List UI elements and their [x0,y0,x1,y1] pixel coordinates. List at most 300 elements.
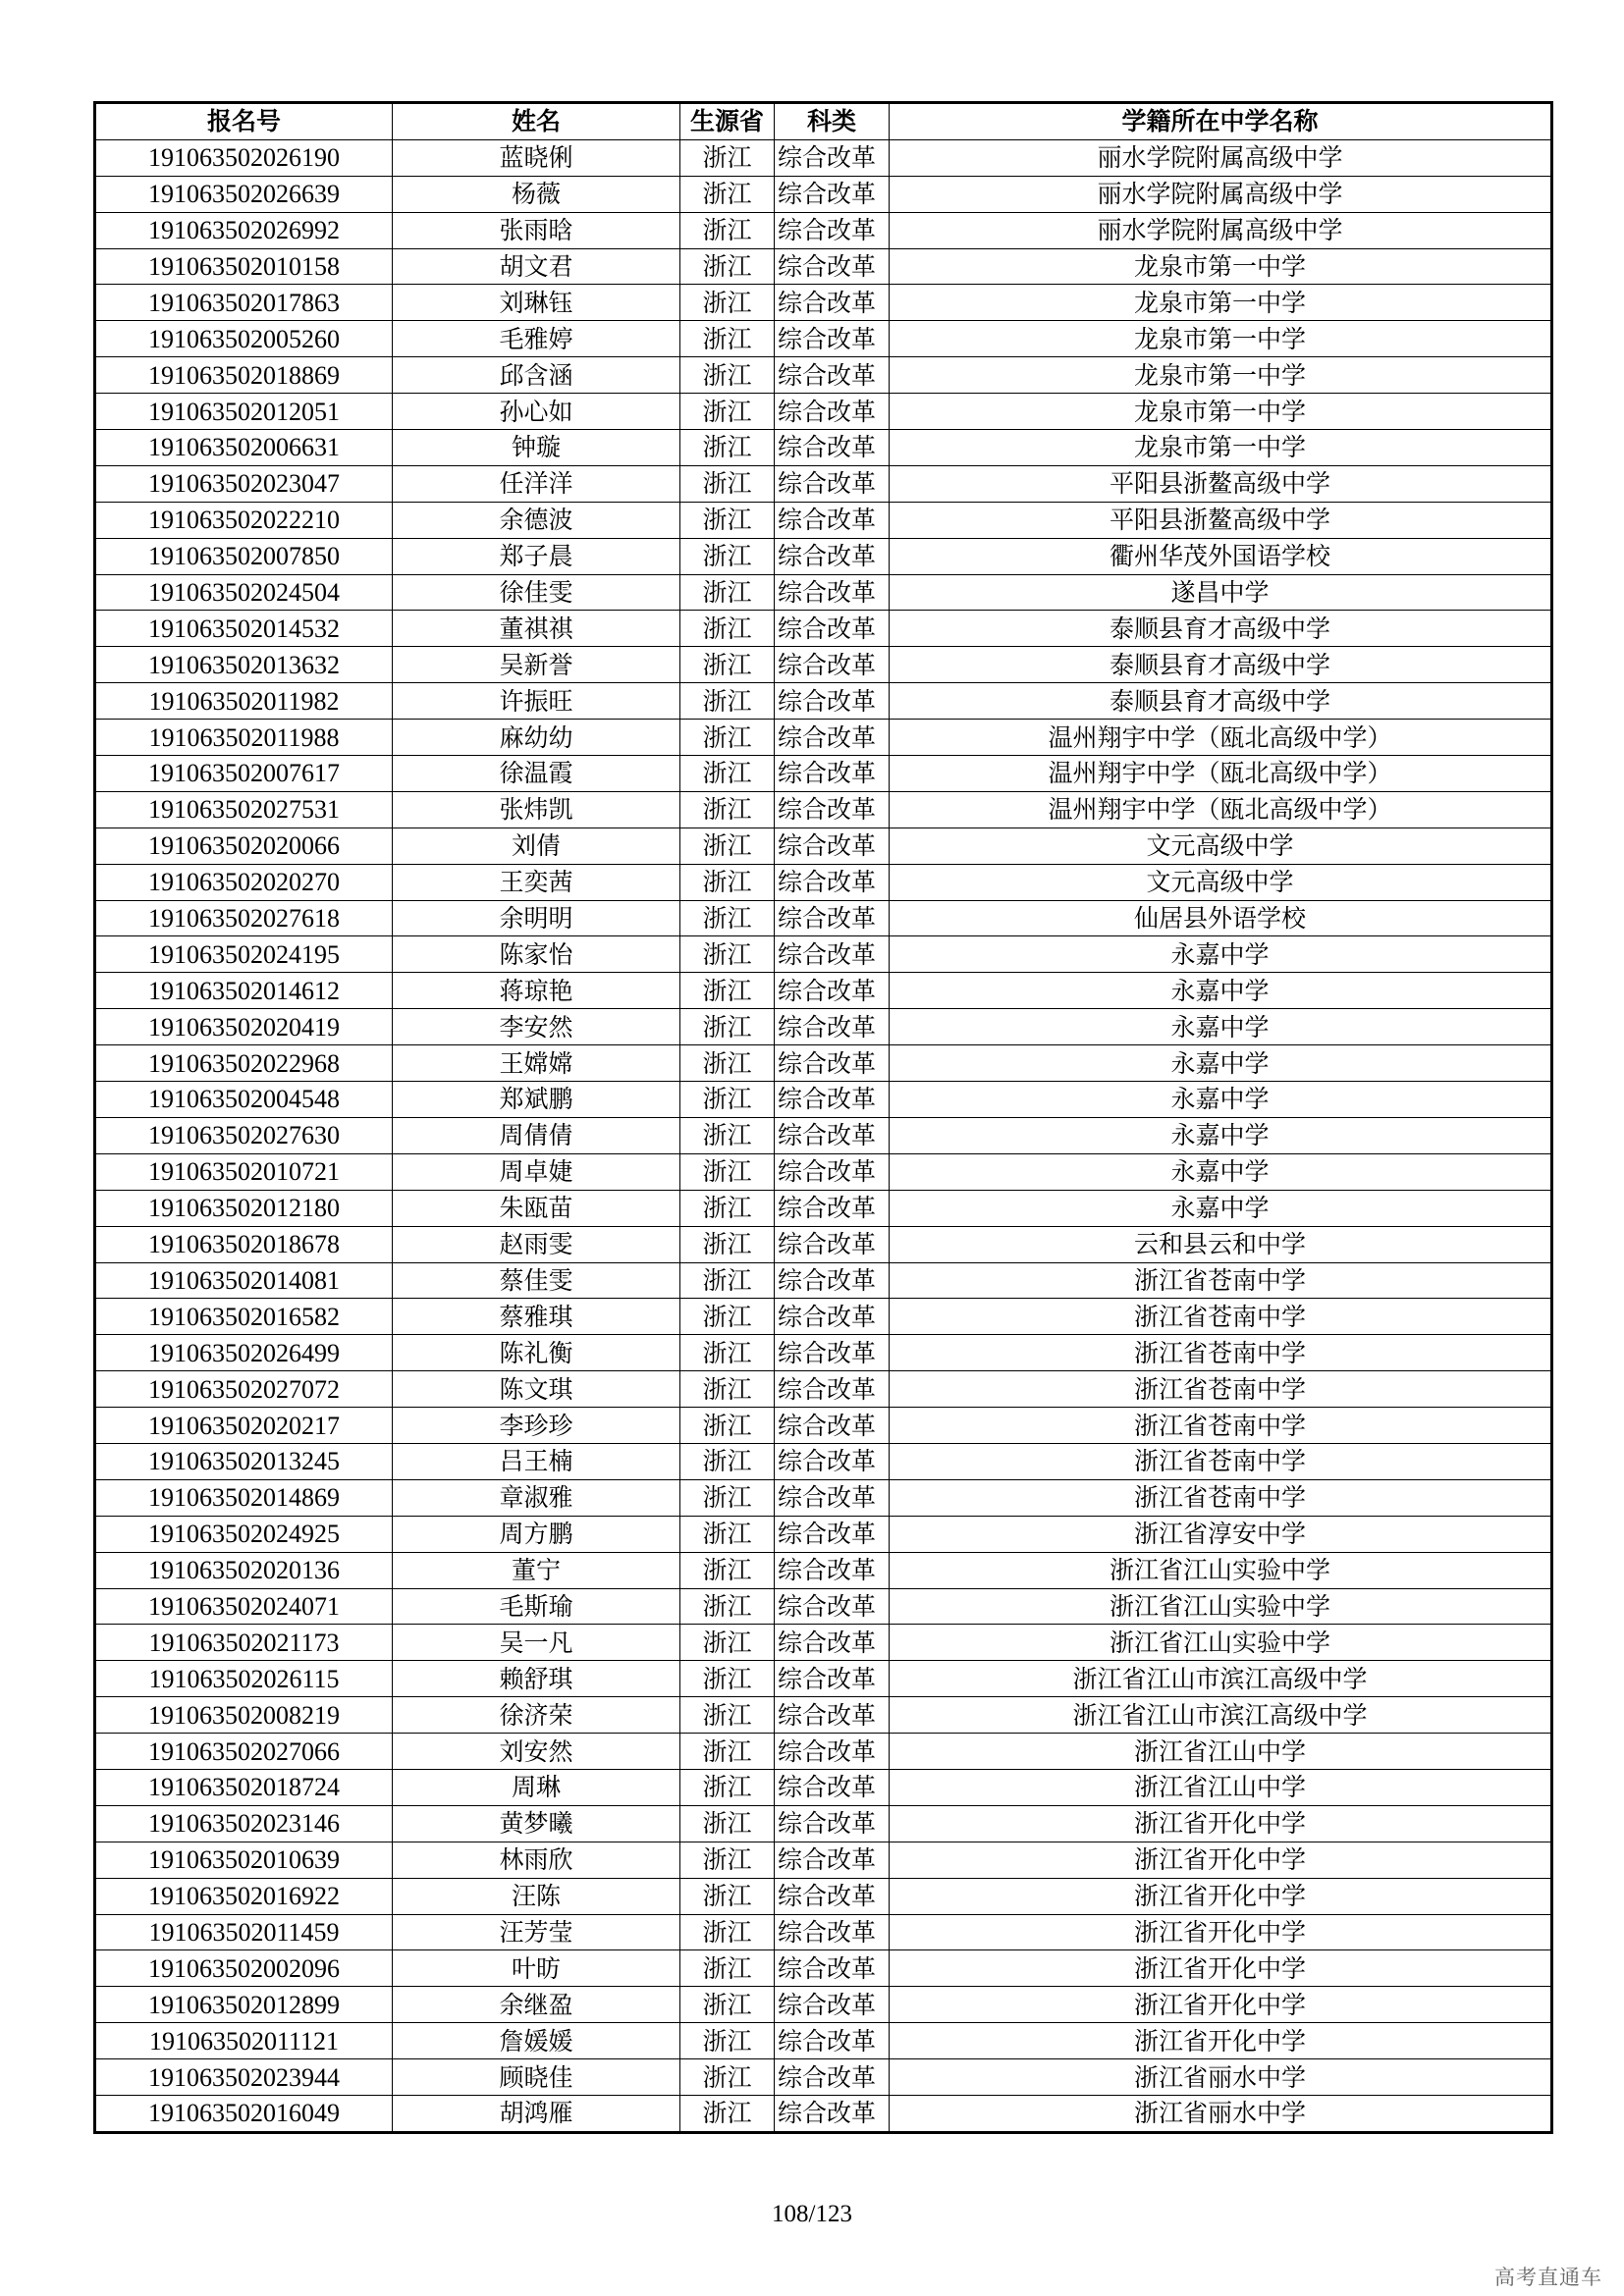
school-cell: 浙江省江山中学 [890,1734,1552,1770]
name-cell: 钟璇 [393,430,680,466]
table-row [95,1552,1552,1588]
table-row [95,1805,1552,1842]
name-cell: 董宁 [393,1552,680,1588]
name-cell: 张炜凯 [393,791,680,828]
table-row [95,2059,1552,2096]
subject-cell: 综合改革 [775,2095,890,2132]
school-cell: 温州翔宇中学（瓯北高级中学） [890,791,1552,828]
name-cell: 蔡雅琪 [393,1299,680,1335]
name-cell: 刘琳钰 [393,285,680,321]
subject-cell: 综合改革 [775,1950,890,1987]
registration-number-cell: 191063502010639 [95,1842,393,1878]
table-row [95,1443,1552,1479]
table-row [95,1009,1552,1045]
name-cell: 蔡佳雯 [393,1262,680,1299]
subject-cell: 综合改革 [775,1987,890,2023]
province-cell: 浙江 [680,1371,775,1408]
table-row [95,2095,1552,2132]
registration-number-cell: 191063502022210 [95,502,393,538]
province-cell: 浙江 [680,176,775,212]
subject-cell: 综合改革 [775,791,890,828]
subject-cell: 综合改革 [775,1625,890,1661]
province-cell: 浙江 [680,2023,775,2059]
name-cell: 任洋洋 [393,465,680,502]
school-cell: 浙江省淳安中学 [890,1516,1552,1552]
province-cell: 浙江 [680,1117,775,1153]
subject-cell: 综合改革 [775,1914,890,1950]
school-cell: 浙江省开化中学 [890,1805,1552,1842]
table-row [95,502,1552,538]
table-row [95,139,1552,176]
name-cell: 王奕茜 [393,864,680,900]
table-row [95,720,1552,756]
name-cell: 汪陈 [393,1878,680,1914]
province-cell: 浙江 [680,1588,775,1625]
registration-number-cell: 191063502023047 [95,465,393,502]
header-subject: 科类 [775,103,890,140]
registration-number-cell: 191063502018724 [95,1769,393,1805]
registration-number-cell: 191063502016049 [95,2095,393,2132]
table-row [95,1408,1552,1444]
province-cell: 浙江 [680,936,775,973]
name-cell: 周琳 [393,1769,680,1805]
province-cell: 浙江 [680,465,775,502]
province-cell: 浙江 [680,1552,775,1588]
subject-cell: 综合改革 [775,1734,890,1770]
subject-cell: 综合改革 [775,1045,890,1082]
subject-cell: 综合改革 [775,1226,890,1262]
name-cell: 吴新誉 [393,647,680,683]
school-cell: 永嘉中学 [890,1153,1552,1190]
registration-number-cell: 191063502018869 [95,357,393,394]
name-cell: 王嫦嫦 [393,1045,680,1082]
subject-cell: 综合改革 [775,1805,890,1842]
registration-number-cell: 191063502011988 [95,720,393,756]
province-cell: 浙江 [680,611,775,647]
province-cell: 浙江 [680,1625,775,1661]
province-cell: 浙江 [680,285,775,321]
registration-number-cell: 191063502010158 [95,248,393,285]
table-row [95,1734,1552,1770]
table-row [95,1299,1552,1335]
subject-cell: 综合改革 [775,1009,890,1045]
header-school: 学籍所在中学名称 [890,103,1552,140]
school-cell: 浙江省丽水中学 [890,2095,1552,2132]
province-cell: 浙江 [680,1153,775,1190]
registration-number-cell: 191063502020419 [95,1009,393,1045]
header-row [95,103,1552,140]
province-cell: 浙江 [680,720,775,756]
table-row [95,1045,1552,1082]
school-cell: 永嘉中学 [890,1045,1552,1082]
subject-cell: 综合改革 [775,465,890,502]
province-cell: 浙江 [680,2059,775,2096]
table-row [95,1371,1552,1408]
table-row [95,1950,1552,1987]
subject-cell: 综合改革 [775,973,890,1009]
registration-number-cell: 191063502014869 [95,1479,393,1516]
table-row [95,1335,1552,1371]
table-row [95,756,1552,792]
table-row [95,394,1552,430]
registration-number-cell: 191063502014532 [95,611,393,647]
subject-cell: 综合改革 [775,1697,890,1734]
province-cell: 浙江 [680,139,775,176]
school-cell: 浙江省开化中学 [890,1950,1552,1987]
table-row [95,248,1552,285]
province-cell: 浙江 [680,1878,775,1914]
name-cell: 刘倩 [393,828,680,864]
school-cell: 永嘉中学 [890,973,1552,1009]
registration-number-cell: 191063502024925 [95,1516,393,1552]
name-cell: 顾晓佳 [393,2059,680,2096]
table-row [95,828,1552,864]
registration-number-cell: 191063502012180 [95,1190,393,1226]
school-cell: 浙江省江山中学 [890,1769,1552,1805]
school-cell: 龙泉市第一中学 [890,321,1552,357]
province-cell: 浙江 [680,212,775,248]
subject-cell: 综合改革 [775,900,890,936]
name-cell: 吴一凡 [393,1625,680,1661]
header-province: 生源省 [680,103,775,140]
registration-number-cell: 191063502004548 [95,1082,393,1118]
name-cell: 郑斌鹏 [393,1082,680,1118]
province-cell: 浙江 [680,1769,775,1805]
table-row [95,1588,1552,1625]
registration-number-cell: 191063502005260 [95,321,393,357]
province-cell: 浙江 [680,1516,775,1552]
registration-number-cell: 191063502026190 [95,139,393,176]
table-row [95,936,1552,973]
province-cell: 浙江 [680,248,775,285]
subject-cell: 综合改革 [775,2059,890,2096]
subject-cell: 综合改革 [775,1443,890,1479]
table-row [95,1226,1552,1262]
name-cell: 陈文琪 [393,1371,680,1408]
province-cell: 浙江 [680,973,775,1009]
header-name: 姓名 [393,103,680,140]
table-row [95,864,1552,900]
school-cell: 浙江省开化中学 [890,1987,1552,2023]
school-cell: 浙江省开化中学 [890,2023,1552,2059]
name-cell: 余继盈 [393,1987,680,2023]
subject-cell: 综合改革 [775,1588,890,1625]
province-cell: 浙江 [680,864,775,900]
subject-cell: 综合改革 [775,1117,890,1153]
name-cell: 胡文君 [393,248,680,285]
name-cell: 叶昉 [393,1950,680,1987]
name-cell: 毛雅婷 [393,321,680,357]
table-body [95,139,1552,2132]
school-cell: 泰顺县育才高级中学 [890,683,1552,720]
registration-number-cell: 191063502014612 [95,973,393,1009]
subject-cell: 综合改革 [775,683,890,720]
province-cell: 浙江 [680,502,775,538]
registration-number-cell: 191063502020270 [95,864,393,900]
subject-cell: 综合改革 [775,2023,890,2059]
school-cell: 平阳县浙鳌高级中学 [890,465,1552,502]
name-cell: 郑子晨 [393,538,680,574]
subject-cell: 综合改革 [775,1371,890,1408]
subject-cell: 综合改革 [775,1262,890,1299]
name-cell: 林雨欣 [393,1842,680,1878]
school-cell: 浙江省江山实验中学 [890,1552,1552,1588]
watermark-text: 高考直通车 [1494,2266,1602,2289]
name-cell: 徐佳雯 [393,574,680,611]
school-cell: 龙泉市第一中学 [890,357,1552,394]
subject-cell: 综合改革 [775,1842,890,1878]
school-cell: 丽水学院附属高级中学 [890,212,1552,248]
table-header [95,103,1552,140]
name-cell: 余明明 [393,900,680,936]
province-cell: 浙江 [680,1190,775,1226]
school-cell: 衢州华茂外国语学校 [890,538,1552,574]
school-cell: 浙江省丽水中学 [890,2059,1552,2096]
province-cell: 浙江 [680,1734,775,1770]
registration-number-cell: 191063502023944 [95,2059,393,2096]
province-cell: 浙江 [680,1408,775,1444]
province-cell: 浙江 [680,394,775,430]
registration-number-cell: 191063502018678 [95,1226,393,1262]
subject-cell: 综合改革 [775,430,890,466]
name-cell: 董祺祺 [393,611,680,647]
school-cell: 浙江省江山市滨江高级中学 [890,1697,1552,1734]
province-cell: 浙江 [680,357,775,394]
table-row [95,683,1552,720]
subject-cell: 综合改革 [775,647,890,683]
school-cell: 浙江省苍南中学 [890,1443,1552,1479]
name-cell: 徐济荣 [393,1697,680,1734]
registration-number-cell: 191063502022968 [95,1045,393,1082]
province-cell: 浙江 [680,1443,775,1479]
subject-cell: 综合改革 [775,502,890,538]
school-cell: 浙江省开化中学 [890,1914,1552,1950]
province-cell: 浙江 [680,1009,775,1045]
subject-cell: 综合改革 [775,1082,890,1118]
registration-number-cell: 191063502016922 [95,1878,393,1914]
school-cell: 永嘉中学 [890,936,1552,973]
table-row [95,285,1552,321]
registration-number-cell: 191063502011121 [95,2023,393,2059]
school-cell: 永嘉中学 [890,1190,1552,1226]
name-cell: 余德波 [393,502,680,538]
name-cell: 黄梦曦 [393,1805,680,1842]
registration-number-cell: 191063502013245 [95,1443,393,1479]
registration-number-cell: 191063502007617 [95,756,393,792]
province-cell: 浙江 [680,1082,775,1118]
subject-cell: 综合改革 [775,212,890,248]
table-row [95,1661,1552,1697]
registration-number-cell: 191063502006631 [95,430,393,466]
school-cell: 浙江省江山市滨江高级中学 [890,1661,1552,1697]
school-cell: 平阳县浙鳌高级中学 [890,502,1552,538]
province-cell: 浙江 [680,756,775,792]
table-row [95,321,1552,357]
table-row [95,973,1552,1009]
subject-cell: 综合改革 [775,357,890,394]
school-cell: 浙江省江山实验中学 [890,1588,1552,1625]
subject-cell: 综合改革 [775,936,890,973]
province-cell: 浙江 [680,2095,775,2132]
name-cell: 邱含涵 [393,357,680,394]
subject-cell: 综合改革 [775,248,890,285]
table-row [95,1479,1552,1516]
name-cell: 蓝晓俐 [393,139,680,176]
province-cell: 浙江 [680,1299,775,1335]
registration-number-cell: 191063502024071 [95,1588,393,1625]
registration-number-cell: 191063502026992 [95,212,393,248]
school-cell: 浙江省苍南中学 [890,1335,1552,1371]
school-cell: 浙江省苍南中学 [890,1479,1552,1516]
name-cell: 章淑雅 [393,1479,680,1516]
name-cell: 张雨晗 [393,212,680,248]
name-cell: 周卓婕 [393,1153,680,1190]
table-row [95,1842,1552,1878]
registration-number-cell: 191063502027072 [95,1371,393,1408]
province-cell: 浙江 [680,683,775,720]
registration-number-cell: 191063502026499 [95,1335,393,1371]
table-row [95,1625,1552,1661]
table-row [95,538,1552,574]
subject-cell: 综合改革 [775,611,890,647]
registration-number-cell: 191063502012051 [95,394,393,430]
school-cell: 龙泉市第一中学 [890,248,1552,285]
table-row [95,465,1552,502]
registration-number-cell: 191063502007850 [95,538,393,574]
subject-cell: 综合改革 [775,1661,890,1697]
school-cell: 永嘉中学 [890,1117,1552,1153]
registration-number-cell: 191063502027630 [95,1117,393,1153]
registration-number-cell: 191063502023146 [95,1805,393,1842]
table-row [95,1987,1552,2023]
subject-cell: 综合改革 [775,574,890,611]
school-cell: 龙泉市第一中学 [890,430,1552,466]
name-cell: 周倩倩 [393,1117,680,1153]
subject-cell: 综合改革 [775,1552,890,1588]
admission-list-table [93,101,1553,2134]
subject-cell: 综合改革 [775,1190,890,1226]
subject-cell: 综合改革 [775,720,890,756]
name-cell: 刘安然 [393,1734,680,1770]
name-cell: 徐温霞 [393,756,680,792]
registration-number-cell: 191063502027618 [95,900,393,936]
subject-cell: 综合改革 [775,538,890,574]
registration-number-cell: 191063502012899 [95,1987,393,2023]
province-cell: 浙江 [680,791,775,828]
school-cell: 文元高级中学 [890,864,1552,900]
name-cell: 李珍珍 [393,1408,680,1444]
school-cell: 丽水学院附属高级中学 [890,176,1552,212]
school-cell: 龙泉市第一中学 [890,285,1552,321]
name-cell: 杨薇 [393,176,680,212]
registration-number-cell: 191063502027066 [95,1734,393,1770]
table-row [95,430,1552,466]
registration-number-cell: 191063502020066 [95,828,393,864]
school-cell: 泰顺县育才高级中学 [890,647,1552,683]
registration-number-cell: 191063502014081 [95,1262,393,1299]
table-row [95,647,1552,683]
school-cell: 浙江省开化中学 [890,1842,1552,1878]
province-cell: 浙江 [680,900,775,936]
table-row [95,212,1552,248]
registration-number-cell: 191063502010721 [95,1153,393,1190]
name-cell: 朱瓯苗 [393,1190,680,1226]
registration-number-cell: 191063502016582 [95,1299,393,1335]
province-cell: 浙江 [680,1262,775,1299]
school-cell: 浙江省开化中学 [890,1878,1552,1914]
school-cell: 泰顺县育才高级中学 [890,611,1552,647]
table-row [95,1190,1552,1226]
registration-number-cell: 191063502011459 [95,1914,393,1950]
name-cell: 詹媛媛 [393,2023,680,2059]
table-row [95,900,1552,936]
subject-cell: 综合改革 [775,1769,890,1805]
school-cell: 温州翔宇中学（瓯北高级中学） [890,756,1552,792]
school-cell: 文元高级中学 [890,828,1552,864]
registration-number-cell: 191063502027531 [95,791,393,828]
subject-cell: 综合改革 [775,1408,890,1444]
province-cell: 浙江 [680,1950,775,1987]
province-cell: 浙江 [680,1045,775,1082]
province-cell: 浙江 [680,321,775,357]
table-row [95,1262,1552,1299]
school-cell: 丽水学院附属高级中学 [890,139,1552,176]
school-cell: 浙江省苍南中学 [890,1371,1552,1408]
province-cell: 浙江 [680,574,775,611]
table-row [95,574,1552,611]
registration-number-cell: 191063502017863 [95,285,393,321]
name-cell: 毛斯瑜 [393,1588,680,1625]
subject-cell: 综合改革 [775,321,890,357]
name-cell: 汪芳莹 [393,1914,680,1950]
school-cell: 永嘉中学 [890,1082,1552,1118]
name-cell: 蒋琼艳 [393,973,680,1009]
school-cell: 浙江省苍南中学 [890,1262,1552,1299]
registration-number-cell: 191063502013632 [95,647,393,683]
school-cell: 永嘉中学 [890,1009,1552,1045]
table-row [95,2023,1552,2059]
province-cell: 浙江 [680,538,775,574]
school-cell: 浙江省江山实验中学 [890,1625,1552,1661]
subject-cell: 综合改革 [775,1516,890,1552]
subject-cell: 综合改革 [775,1153,890,1190]
province-cell: 浙江 [680,1914,775,1950]
subject-cell: 综合改革 [775,139,890,176]
table-row [95,1117,1552,1153]
table-row [95,176,1552,212]
name-cell: 李安然 [393,1009,680,1045]
table-row [95,1153,1552,1190]
registration-number-cell: 191063502008219 [95,1697,393,1734]
province-cell: 浙江 [680,1842,775,1878]
school-cell: 浙江省苍南中学 [890,1408,1552,1444]
subject-cell: 综合改革 [775,756,890,792]
school-cell: 浙江省苍南中学 [890,1299,1552,1335]
province-cell: 浙江 [680,1479,775,1516]
province-cell: 浙江 [680,1697,775,1734]
name-cell: 许振旺 [393,683,680,720]
school-cell: 仙居县外语学校 [890,900,1552,936]
province-cell: 浙江 [680,1226,775,1262]
page-number: 108/123 [772,2201,852,2227]
registration-number-cell: 191063502020136 [95,1552,393,1588]
table-row [95,1697,1552,1734]
province-cell: 浙江 [680,1805,775,1842]
name-cell: 周方鹏 [393,1516,680,1552]
registration-number-cell: 191063502002096 [95,1950,393,1987]
table-row [95,1516,1552,1552]
school-cell: 遂昌中学 [890,574,1552,611]
